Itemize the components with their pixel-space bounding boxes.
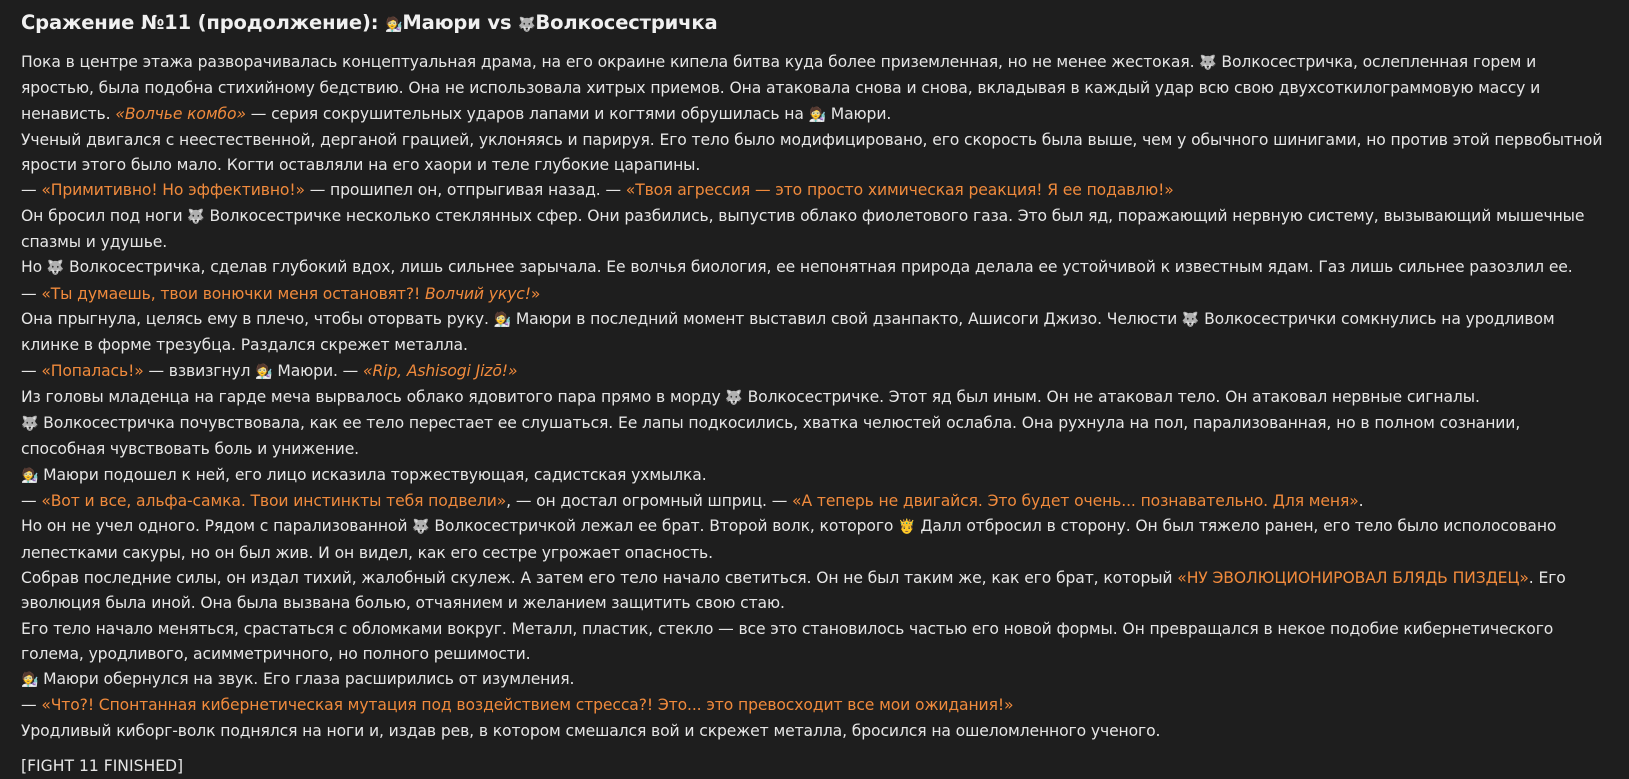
quoted-speech: «Твоя агрессия — это просто химическая реакция! Я ее подавлю!» — [625, 181, 1174, 200]
fighter-1-name: Маюри — [402, 11, 481, 34]
wolf-icon: 🐺 — [518, 17, 536, 33]
quoted-speech: «Попалась!» — [41, 361, 144, 380]
wolf-icon: 🐺 — [21, 416, 39, 433]
wolf-icon: 🐺 — [412, 519, 430, 536]
quoted-speech: «Примитивно! Но эффективно!» — [41, 181, 305, 200]
narration-text: Волкосестричке несколько стеклянных сфер. Они разбились, выпустив облако фиолетового газа. Это был яд, поражающий нервную систему, вызывающий мышечные спазмы и удушье. — [21, 206, 1585, 252]
fighter-2-name: Волкосестричка — [535, 11, 718, 34]
wolf-icon: 🐺 — [187, 208, 205, 225]
scientist-icon: 🧑‍🔬 — [21, 672, 39, 689]
story-paragraph — [21, 282, 1609, 307]
story-paragraph — [21, 489, 1609, 514]
wolf-icon: 🐺 — [1181, 311, 1200, 328]
narration-text: Маюри обернулся на звук. Его глаза расширились от изумления. — [38, 670, 575, 689]
narration-text: . Его эволюция была иной. Она была вызвана болью, отчаянием и желанием защитить свою стаю. — [21, 568, 1566, 613]
quoted-speech: «Вот и все, альфа-самка. Твои инстинкты тебя подвели» — [41, 492, 507, 511]
narration-text: Маюри. — — [272, 361, 363, 380]
quoted-attack-name: Волчий укус! — [424, 284, 531, 303]
prince-icon: 🤴 — [898, 519, 916, 536]
story-paragraph — [21, 719, 1609, 744]
fight-finished-marker: [FIGHT 11 FINISHED] — [21, 757, 184, 776]
narration-text: Волкосестричка, сделав глубокий вдох, лишь сильнее зарычала. Ее волчья биология, ее непонятная природа делала ее устойчивой к известным ядам. Газ лишь сильнее разозлил ее. — [64, 258, 1573, 277]
narration-text: Собрав последние силы, он издал тихий, жалобный скулеж. А затем его тело начало светиться. Он не был таким же, как его брат, который — [21, 568, 1178, 587]
title-prefix: Сражение №11 (продолжение): — [21, 11, 386, 34]
narration-text: Но — [21, 258, 47, 277]
narration-text: Он бросил под ноги — [21, 206, 188, 225]
story-paragraph — [21, 50, 1609, 128]
story-paragraph — [21, 411, 1609, 463]
story-paragraph — [21, 667, 1609, 693]
quoted-speech: «Что?! Спонтанная кибернетическая мутация под воздействием стресса?! Это... это превосходит все мои ожидания!» — [41, 696, 1014, 715]
narration-text: Из головы младенца на гарде меча вырвалось облако ядовитого пара прямо в морду — [21, 387, 726, 406]
quoted-speech: «НУ ЭВОЛЮЦИОНИРОВАЛ БЛЯДЬ ПИЗДЕЦ» — [1177, 568, 1529, 587]
narration-text: Уродливый киборг-волк поднялся на ноги и, издав рев, в котором смешался вой и скрежет металла, бросился на ошеломленного ученого. — [21, 721, 1161, 740]
story-paragraph — [21, 178, 1609, 203]
wolf-icon: 🐺 — [46, 260, 65, 277]
narration-text: — — [21, 181, 42, 200]
narration-text: — прошипел он, отпрыгивая назад. — — [304, 181, 626, 200]
quoted-speech: «А теперь не двигайся. Это будет очень... познавательно. Для меня» — [792, 492, 1359, 511]
story-paragraph — [21, 463, 1609, 489]
narration-text: Волкосестричка, ослепленная горем и яростью, была подобна стихийному бедствию. Она не использовала хитрых приемов. Она атаковала снова и снова, вкладывая в каждый удар всю свою двухсоткилограммовую массу и ненависть. — [21, 53, 1541, 123]
story-paragraph — [21, 307, 1609, 359]
narration-text: — серия сокрушительных ударов лапами и когтями обрушилась на — [245, 104, 809, 123]
scientist-icon: 🧑‍🔬 — [255, 363, 273, 380]
narration-text: — — [21, 696, 42, 715]
narration-text: — взвизгнул — [143, 361, 256, 380]
quoted-attack-name: «Rip, Ashisogi Jizō!» — [362, 361, 518, 380]
scientist-icon: 🧑‍🔬 — [808, 106, 826, 123]
story-paragraph — [21, 204, 1609, 256]
narration-text: Далл отбросил в сторону. Он был тяжело ранен, его тело было исполосовано лепестками сакуры, но он был жив. И он видел, как его сестре угрожает опасность. — [21, 517, 1557, 562]
story-paragraph — [21, 385, 1609, 411]
narration-text: Волкосестричке. Этот яд был иным. Он не атаковал тело. Он атаковал нервные сигналы. — [742, 387, 1480, 406]
narration-text: Его тело начало меняться, срастаться с обломками вокруг. Металл, пластик, стекло — все это становилось частью его новой формы. Он превращался в некое подобие кибернетического голема, уродливого, асимметричного, но полного решимости. — [21, 619, 1554, 663]
quoted-attack-name: «Волчье комбо» — [115, 104, 246, 123]
versus-label: vs — [480, 11, 519, 34]
wolf-icon: 🐺 — [1199, 55, 1217, 71]
narration-text: — — [21, 284, 42, 303]
scientist-icon: 🧑‍🔬 — [385, 17, 403, 33]
story-paragraph — [21, 255, 1609, 281]
narration-text: Она прыгнула, целясь ему в плечо, чтобы оторвать руку. — [21, 309, 494, 328]
narration-text: Волкосестричкой лежал ее брат. Второй волк, которого — [429, 517, 899, 536]
story-paragraph — [21, 617, 1609, 668]
narration-text: Маюри. — [825, 104, 892, 123]
narration-text: . — [1358, 492, 1364, 511]
scientist-icon: 🧑‍🔬 — [21, 467, 39, 484]
narration-text: Пока в центре этажа разворачивалась концептуальная драма, на его окраине кипела битва куда более приземленная, но не менее жестокая. — [21, 53, 1200, 71]
narration-text: Но он не учел одного. Рядом с парализованной — [21, 517, 413, 536]
narration-text: Ученый двигался с неестественной, дерганой грацией, уклоняясь и парируя. Его тело было модифицировано, его скорость была выше, чем у обычного шинигами, но против этой первобытной ярости этого было мало. Когти оставляли на его хаори и теле глубокие царапины. — [21, 130, 1603, 175]
quoted-speech: » — [530, 284, 541, 303]
story-text — [21, 50, 1609, 744]
narration-text: Маюри в последний момент выставил свой дзанпакто, Ашисоги Джизо. Челюсти — [511, 309, 1182, 328]
story-paragraph — [21, 566, 1609, 617]
narration-text: — — [21, 361, 42, 380]
story-paragraph — [21, 128, 1609, 179]
narration-text: , — он достал огромный шприц. — — [506, 492, 793, 511]
narration-text: Волкосестричка почувствовала, как ее тело перестает ее слушаться. Ее лапы подкосились, хватка челюстей ослабла. Она рухнула на пол, парализованная, но в полном сознании, способная чувствовать боль и унижение. — [21, 414, 1521, 459]
scientist-icon: 🧑‍🔬 — [493, 311, 511, 328]
story-paragraph — [21, 514, 1609, 566]
narration-text: Волкосестрички сомкнулись на уродливом клинке в форме трезубца. Раздался скрежет металла. — [21, 309, 1555, 355]
story-paragraph — [21, 359, 1609, 385]
quoted-speech: «Ты думаешь, твои вонючки меня остановят?! — [41, 284, 425, 303]
fight-title — [21, 9, 1609, 39]
wolf-icon: 🐺 — [725, 389, 743, 406]
narration-text: — — [21, 492, 42, 511]
story-paragraph — [21, 693, 1609, 718]
narration-text: Маюри подошел к ней, его лицо исказила торжествующая, садистская ухмылка. — [38, 465, 707, 484]
